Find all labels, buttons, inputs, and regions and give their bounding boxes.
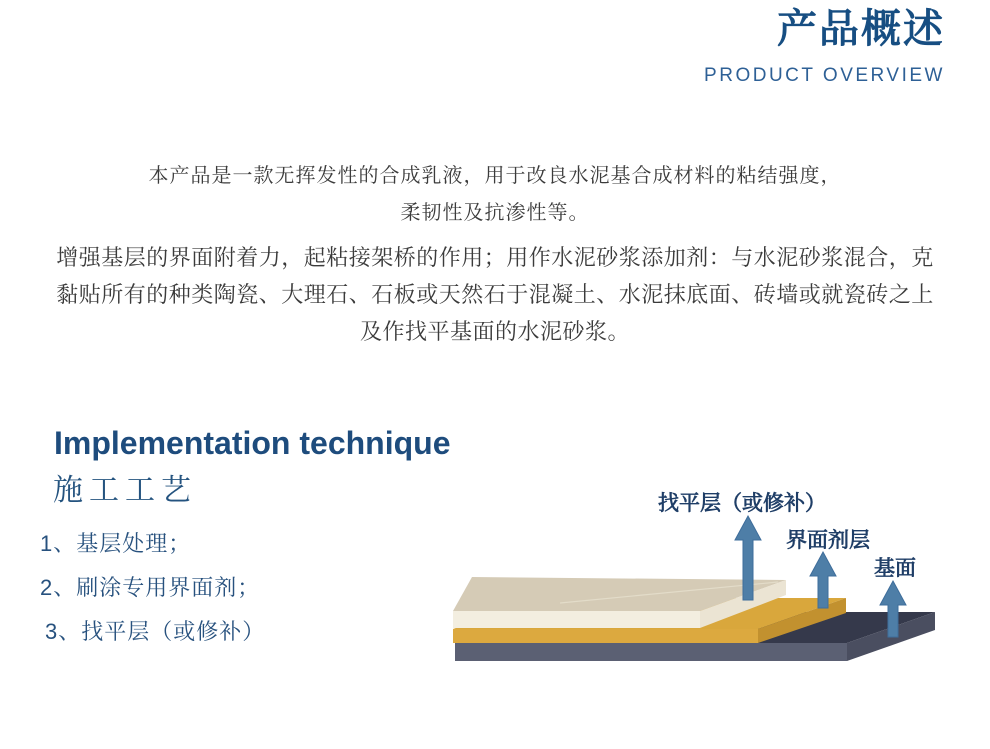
layer-structure-diagram	[445, 465, 990, 675]
paragraph-line: 本产品是一款无挥发性的合成乳液，用于改良水泥基合成材料的粘结强度，	[148, 165, 842, 187]
page-title: 产品概述	[777, 7, 945, 51]
page-subtitle: PRODUCT OVERVIEW	[704, 65, 945, 86]
technique-step-3: 3、找平层（或修补）	[45, 619, 266, 644]
technique-step-1: 1、基层处理；	[40, 531, 192, 556]
description-paragraph-1	[0, 158, 990, 232]
page-header	[704, 6, 945, 87]
technique-step-list	[40, 530, 460, 645]
technique-heading-cn: 施工工艺	[53, 474, 197, 507]
leveling-layer-front-face	[453, 611, 700, 628]
base-layer-front-face	[455, 643, 847, 661]
technique-heading-en: Implementation technique	[54, 425, 451, 461]
technique-step-2: 2、刷涂专用界面剂；	[40, 575, 261, 600]
paragraph-line: 柔韧性及抗渗性等。	[400, 202, 590, 224]
description-paragraph-2	[0, 239, 990, 350]
paragraph-line: 及作找平基面的水泥砂浆。	[359, 319, 630, 344]
implementation-technique-section	[40, 424, 460, 645]
label-base-layer: 基面	[874, 557, 916, 580]
label-interface-agent-layer: 界面剂层	[786, 529, 870, 552]
interface-agent-front-face	[453, 629, 758, 643]
paragraph-line: 黏贴所有的种类陶瓷、大理石、石板或天然石于混凝土、水泥抹底面、砖墙或就瓷砖之上	[56, 282, 934, 307]
paragraph-line: 增强基层的界面附着力，起粘接架桥的作用；用作水泥砂浆添加剂：与水泥砂浆混合，克	[56, 245, 934, 270]
label-leveling-layer: 找平层（或修补）	[658, 492, 826, 515]
product-description	[0, 158, 990, 350]
